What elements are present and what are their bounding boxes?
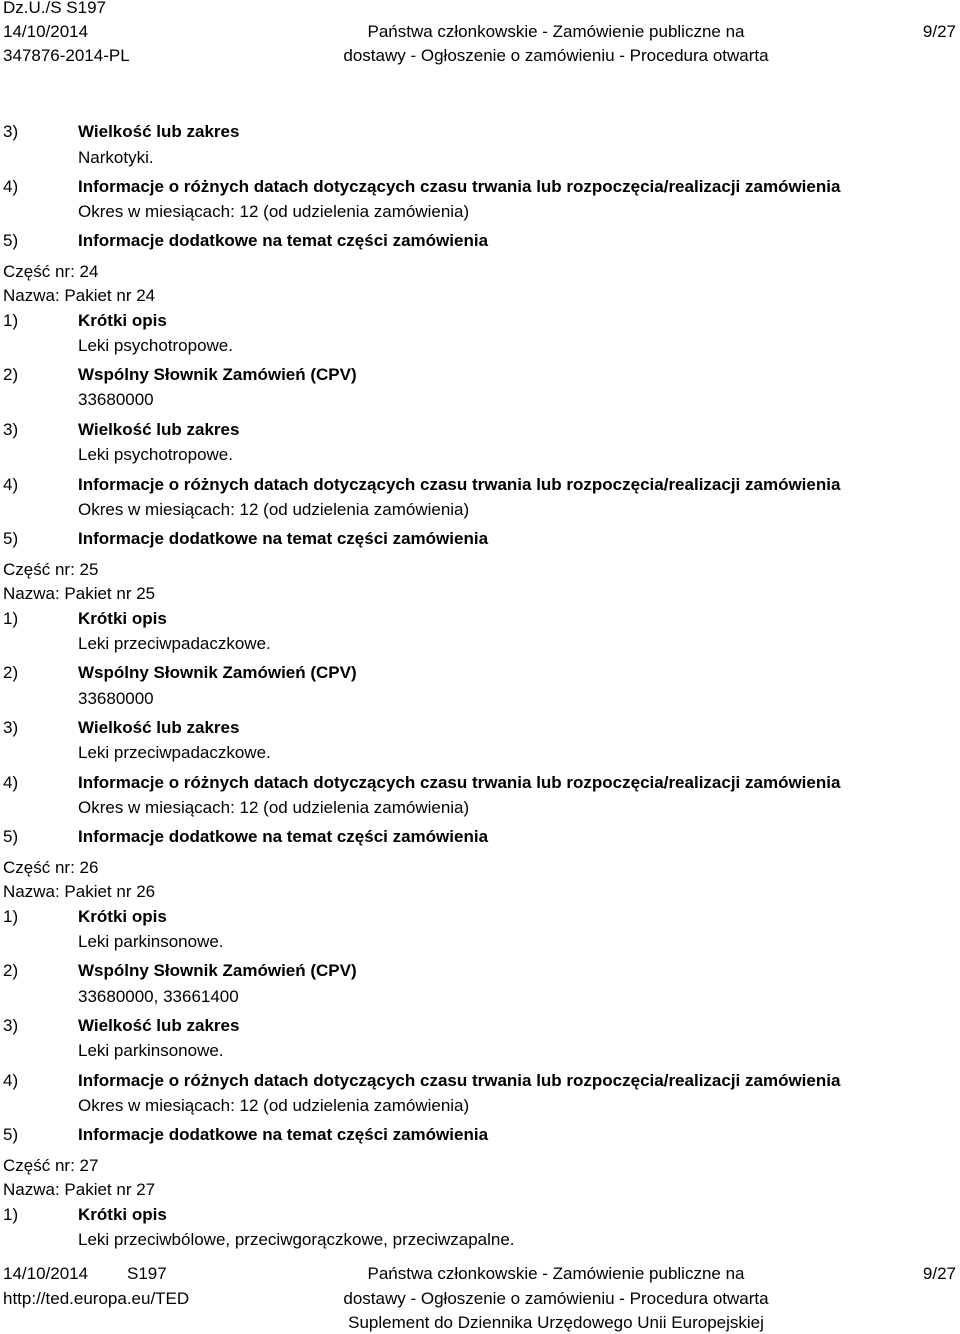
item-number: 1): [3, 1205, 19, 1224]
item-number: 4): [3, 475, 19, 494]
item-value: Okres w miesiącach: 12 (od udzielenia zamówienia): [78, 1096, 470, 1115]
item-value: Leki przeciwpadaczkowe.: [78, 743, 271, 762]
item-title: Krótki opis: [78, 907, 167, 926]
item-number: 5): [3, 1125, 19, 1144]
item-title: Informacje o różnych datach dotyczących czasu trwania lub rozpoczęcia/realizacji zamówienia: [78, 1071, 841, 1090]
item-number: 3): [3, 122, 19, 141]
footer-series: S197: [127, 1264, 167, 1283]
item-value: Leki psychotropowe.: [78, 445, 233, 464]
item-title: Informacje dodatkowe na temat części zamówienia: [78, 1125, 489, 1144]
item-number: 1): [3, 609, 19, 628]
item-value: Narkotyki.: [78, 148, 154, 167]
item-number: 2): [3, 961, 19, 980]
lot-name: Nazwa: Pakiet nr 26: [3, 882, 156, 901]
header-center-line1: Państwa członkowskie - Zamówienie publiczne na: [367, 22, 745, 41]
item-value: Leki przeciwpadaczkowe.: [78, 634, 271, 653]
item-number: 5): [3, 827, 19, 846]
lot-part-number: Część nr: 27: [3, 1156, 99, 1175]
footer-center-line3: Suplement do Dziennika Urzędowego Unii Europejskiej: [348, 1313, 764, 1332]
lot-name: Nazwa: Pakiet nr 27: [3, 1180, 156, 1199]
lot-name: Nazwa: Pakiet nr 25: [3, 584, 156, 603]
footer-date: 14/10/2014: [3, 1264, 89, 1283]
item-value: Leki parkinsonowe.: [78, 1041, 224, 1060]
item-value: Okres w miesiącach: 12 (od udzielenia zamówienia): [78, 202, 470, 221]
item-title: Krótki opis: [78, 1205, 167, 1224]
item-number: 1): [3, 907, 19, 926]
header-ref: 347876-2014-PL: [3, 46, 130, 65]
item-number: 5): [3, 231, 19, 250]
item-title: Wielkość lub zakres: [78, 718, 240, 737]
item-number: 3): [3, 420, 19, 439]
item-number: 4): [3, 1071, 19, 1090]
item-title: Informacje dodatkowe na temat części zamówienia: [78, 529, 489, 548]
header-center-line2: dostawy - Ogłoszenie o zamówieniu - Procedura otwarta: [343, 46, 769, 65]
lot-part-number: Część nr: 24: [3, 262, 99, 281]
item-title: Wielkość lub zakres: [78, 122, 240, 141]
item-title: Informacje o różnych datach dotyczących czasu trwania lub rozpoczęcia/realizacji zamówienia: [78, 475, 841, 494]
item-value: 33680000, 33661400: [78, 987, 239, 1006]
item-number: 5): [3, 529, 19, 548]
item-number: 1): [3, 311, 19, 330]
item-title: Informacje dodatkowe na temat części zamówienia: [78, 827, 489, 846]
item-value: Leki psychotropowe.: [78, 336, 233, 355]
item-title: Krótki opis: [78, 609, 167, 628]
item-number: 3): [3, 718, 19, 737]
footer-page: 9/27: [922, 1264, 956, 1283]
footer-center-line2: dostawy - Ogłoszenie o zamówieniu - Procedura otwarta: [343, 1289, 769, 1308]
footer-center-line1: Państwa członkowskie - Zamówienie publiczne na: [367, 1264, 745, 1283]
item-value: 33680000: [78, 689, 154, 708]
item-number: 4): [3, 177, 19, 196]
item-title: Wielkość lub zakres: [78, 1016, 240, 1035]
item-title: Wspólny Słownik Zamówień (CPV): [78, 961, 357, 980]
item-value: 33680000: [78, 390, 154, 409]
item-number: 3): [3, 1016, 19, 1035]
lot-name: Nazwa: Pakiet nr 24: [3, 286, 156, 305]
item-value: Leki parkinsonowe.: [78, 932, 224, 951]
lot-part-number: Część nr: 25: [3, 560, 99, 579]
item-number: 2): [3, 663, 19, 682]
footer-url[interactable]: http://ted.europa.eu/TED: [3, 1289, 190, 1308]
item-title: Wspólny Słownik Zamówień (CPV): [78, 663, 357, 682]
page-footer: [0, 1262, 960, 1334]
item-number: 4): [3, 773, 19, 792]
item-number: 2): [3, 365, 19, 384]
item-value: Okres w miesiącach: 12 (od udzielenia zamówienia): [78, 500, 470, 519]
header-page: 9/27: [922, 22, 956, 41]
item-value: Okres w miesiącach: 12 (od udzielenia zamówienia): [78, 798, 470, 817]
item-title: Krótki opis: [78, 311, 167, 330]
item-title: Wspólny Słownik Zamówień (CPV): [78, 365, 357, 384]
item-title: Informacje o różnych datach dotyczących czasu trwania lub rozpoczęcia/realizacji zamówienia: [78, 177, 841, 196]
lot-part-number: Część nr: 26: [3, 858, 99, 877]
item-value: Leki przeciwbólowe, przeciwgorączkowe, przeciwzapalne.: [78, 1230, 515, 1249]
header-journal: Dz.U./S S197: [3, 0, 106, 17]
header-date: 14/10/2014: [3, 22, 89, 41]
item-title: Wielkość lub zakres: [78, 420, 240, 439]
item-title: Informacje o różnych datach dotyczących czasu trwania lub rozpoczęcia/realizacji zamówienia: [78, 773, 841, 792]
page-header: [0, 0, 960, 72]
item-title: Informacje dodatkowe na temat części zamówienia: [78, 231, 489, 250]
